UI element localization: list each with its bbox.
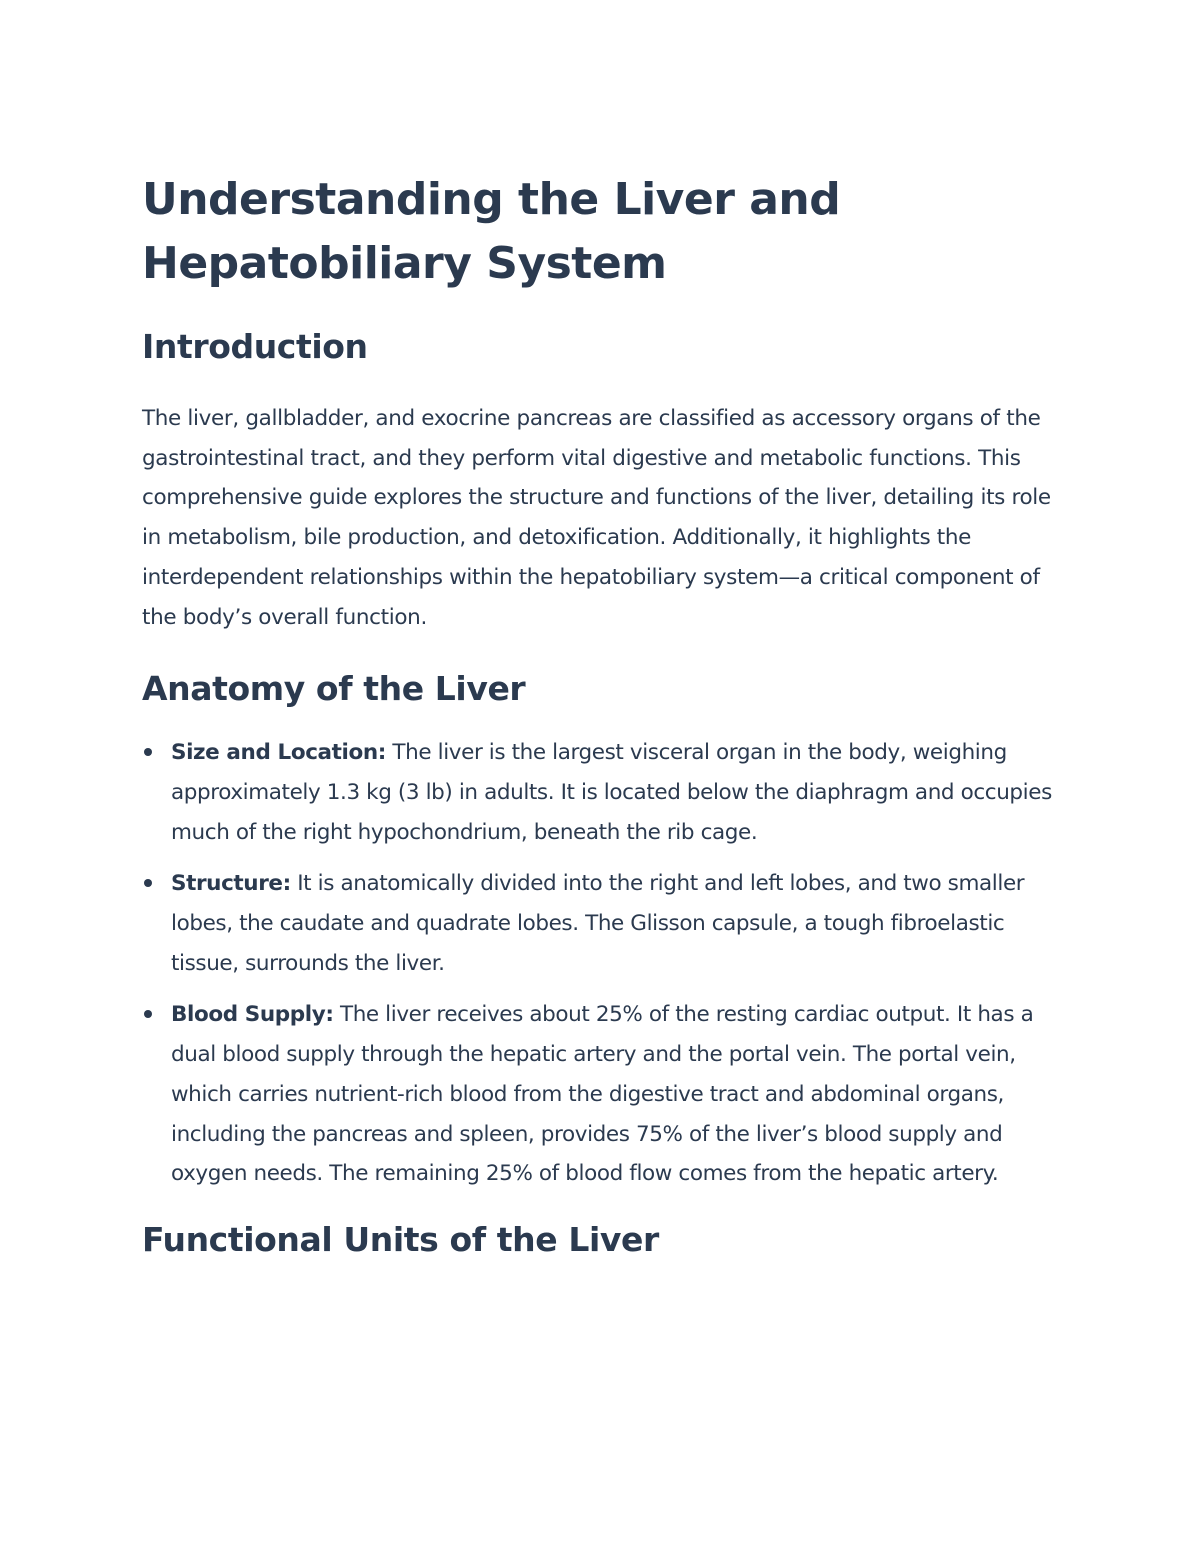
bullet-icon <box>144 1010 152 1018</box>
section-heading-introduction: Introduction <box>142 327 368 366</box>
list-item <box>142 995 1062 1194</box>
document-page <box>142 168 1062 1262</box>
bullet-term: Structure: <box>171 871 291 897</box>
page-title: Understanding the Liver and Hepatobiliary System <box>142 174 841 289</box>
bullet-text: It is anatomically divided into the right and left lobes, and two smaller lobes, the caudate and quadrate lobes. The Glisson capsule, a tough fibroelastic tissue, surrounds the liver. <box>171 871 1025 976</box>
bullet-icon <box>144 748 152 756</box>
bullet-term: Blood Supply: <box>171 1002 334 1028</box>
list-item <box>142 733 1062 852</box>
anatomy-bullet-list <box>142 733 1062 1194</box>
bullet-text: The liver receives about 25% of the resting cardiac output. It has a dual blood supply through the hepatic artery and the portal vein. The portal vein, which carries nutrient-rich blood from the digestive tract and abdominal organs, including the pancreas and spleen, provides 75% of the liver’s blood supply and oxygen needs. The remaining 25% of blood flow comes from the hepatic artery. <box>171 1002 1034 1187</box>
section-heading-functional-units: Functional Units of the Liver <box>142 1219 659 1259</box>
section-heading-anatomy: Anatomy of the Liver <box>142 669 526 709</box>
bullet-term: Size and Location: <box>171 740 386 766</box>
bullet-icon <box>144 879 152 887</box>
list-item <box>142 864 1062 983</box>
introduction-paragraph: The liver, gallbladder, and exocrine pancreas are classified as accessory organs of the gastrointestinal tract, and they perform vital digestive and metabolic functions. This comprehensive guide explores the structure and functions of the liver, detailing its role in metabolism, bile production, and detoxification. Additionally, it highlights the interdependent relationships within the hepatobiliary system—a critical component of the body’s overall function. <box>142 406 1051 630</box>
bullet-text: The liver is the largest visceral organ in the body, weighing approximately 1.3 kg (3 lb) in adults. It is located below the diaphragm and occupies much of the right hypochondrium, beneath the rib cage. <box>171 740 1052 845</box>
